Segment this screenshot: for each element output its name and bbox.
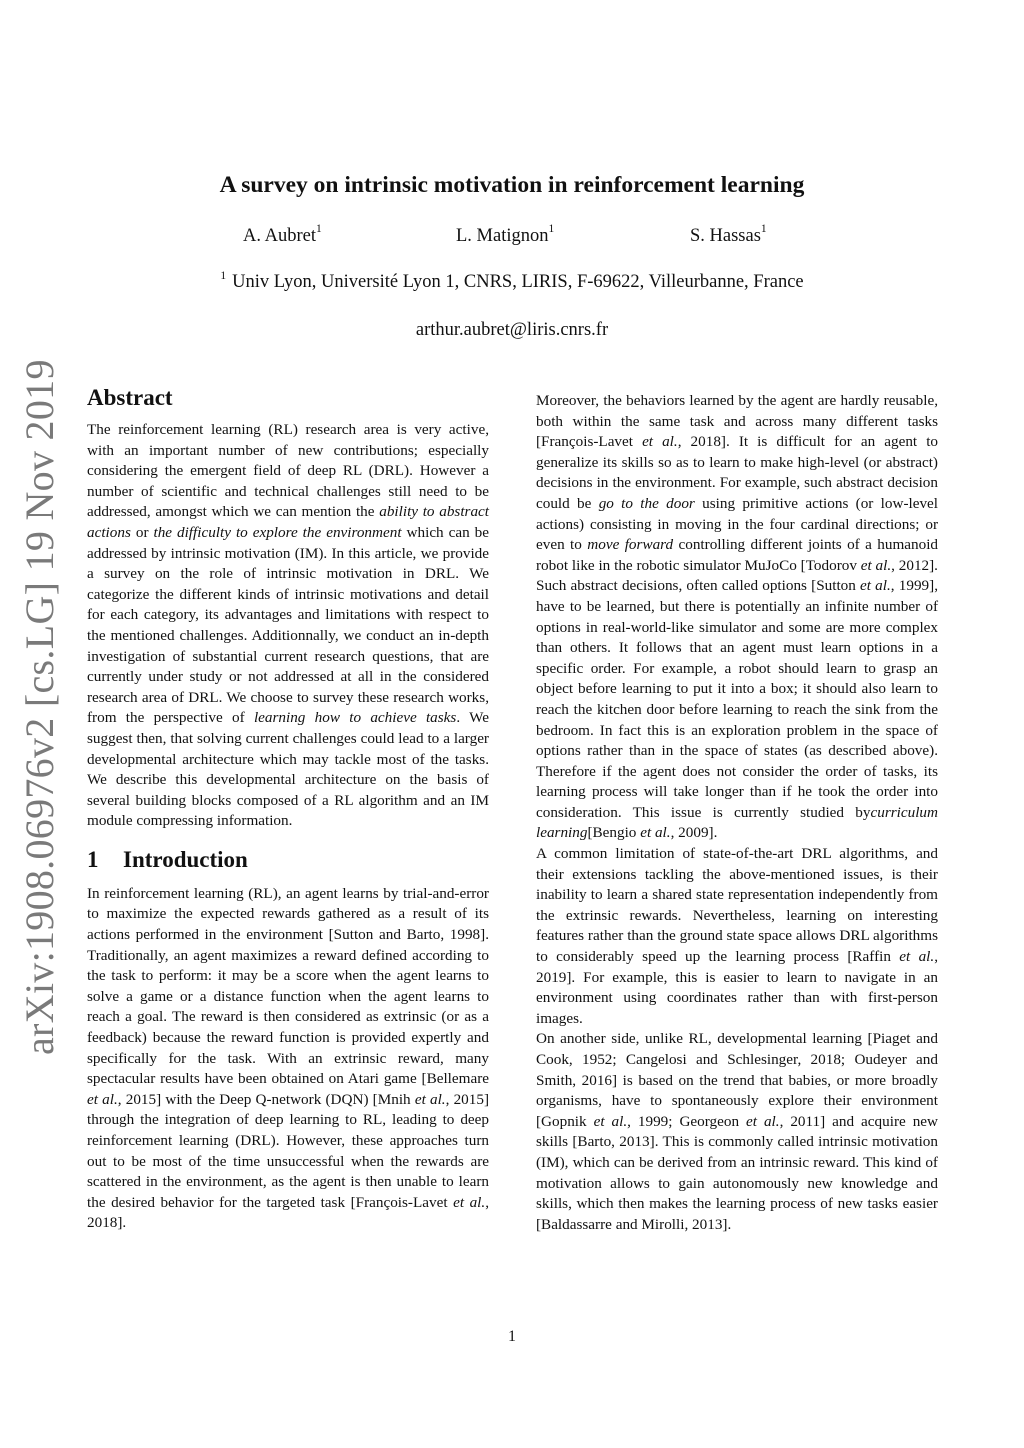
left-column — [87, 384, 489, 1234]
intro-paragraph-2: Moreover, the behaviors learned by the agent are hardly reusable, both within the same task and across many different tasks [François-Lavet et al., 2018]. It is difficult for an agent to generalize its skills so as to learn to make high-level (or abstract) decisions in the environment. For example, such abstract decision could be go to the door using primitive actions (or low-level actions) consisting in moving in the four cardinal directions; or even to move forward controlling different joints of a humanoid robot like in the robotic simulator MuJoCo [Todorov et al., 2012]. Such abstract decisions, often called options [Sutton et al., 1999], have to be learned, but there is potentially an infinite number of options in real-world-like simulator and some are more complex than others. It follows that an agent must learn options in a specific order. For example, a robot should learn to grasp an object before learning to put it into a box; it should also learn to reach the kitchen door before learning to reach the sink from the bedroom. In fact this is an exploration problem in the space of options rather than in the space of states (as described above). Therefore if the agent does not consider the order of tasks, its learning process will take longer than if he took the order into consideration. This issue is currently studied bycurriculum learning[Bengio et al., 2009]. — [536, 392, 939, 842]
author-matignon: L. Matignon$^1$ — [456, 223, 555, 246]
intro-paragraph-4: On another side, unlike RL, developmental learning [Piaget and Cook, 1952; Cangelosi and Schlesinger, 2018; Oudeyer and Smith, 2016] is based on the trend that babies, or more broadly organisms, have to spontaneously explore their environment [Gopnik et al., 1999; Georgeon et al., 2011] and acquire new skills [Barto, 2013]. This is commonly called intrinsic motivation (IM), which can be derived from an intrinsic reward. This kind of motivation allows to gain autonomously new knowledge and skills, which then makes the learning process of new tasks easier [Baldassarre and Mirolli, 2013]. — [536, 1030, 939, 1233]
page-number: 1 — [508, 1328, 516, 1345]
contact-email[interactable]: arthur.aubret@liris.cnrs.fr — [415, 320, 609, 340]
intro-paragraph-1: In reinforcement learning (RL), an agent learns by trial-and-error to maximize the expected rewards gathered as a result of its actions performed in the environment [Sutton and Barto, 1998]. Traditionally, an agent maximizes a reward defined according to the task to perform: it may be a score when the agent learns to solve a game or a distance function when the agent learns to reach a goal. The reward is then considered as extrinsic (or as a feedback) because the reward function is provided expertly and specifically for the task. With an extrinsic reward, many spectacular results have been obtained on Atari game [Bellemare et al., 2015] with the Deep Q-network (DQN) [Mnih et al., 2015] through the integration of deep learning to RL, leading to deep reinforcement learning (DRL). However, these approaches turn out to be most of the time unsuccessful when the rewards are scattered in the environment, as the agent is then unable to learn the desired behavior for the targeted task [François-Lavet et al., 2018]. — [87, 884, 490, 1232]
author-hassas: S. Hassas$^1$ — [690, 223, 767, 246]
intro-heading: 1 Introduction — [87, 846, 248, 872]
abstract-text: The reinforcement learning (RL) research area is very active, with an important number of new contributions; especially considering the emergent field of deep RL (DRL). However a number of scientific and technical challenges still need to be addressed, amongst which we can mention the ability to abstract actions or the difficulty to explore the environment which can be addressed by intrinsic motivation (IM). In this article, we provide a survey on the role of intrinsic motivation in DRL. We categorize the different kinds of intrinsic motivations and detail for each category, its advantages and limitations with respect to the mentioned challenges. Additionnally, we conduct an in-depth investigation of substantial current research questions, that are currently under study or not addressed at all in the considered research area of DRL. We choose to survey these research works, from the perspective of learning how to achieve tasks. We suggest then, that solving current challenges could lead to a larger developmental architecture which may tackle most of the tasks. We describe this developmental architecture on the basis of several building blocks composed of a RL algorithm and an IM module compressing information. — [87, 421, 490, 830]
right-column — [536, 391, 938, 1235]
abstract-heading: Abstract — [87, 385, 173, 410]
author-aubret: A. Aubret$^1$ — [243, 223, 322, 246]
paper-title: A survey on intrinsic motivation in reinforcement learning — [219, 172, 805, 198]
affiliation: $^1$ Univ Lyon, Université Lyon 1, CNRS, LIRIS, F-69622, Villeurbanne, France — [220, 270, 804, 292]
arxiv-watermark: arXiv:1908.06976v2 [cs.LG] 19 Nov 2019 — [17, 359, 62, 1055]
intro-paragraph-3: A common limitation of state-of-the-art DRL algorithms, and their extensions tackling the above-mentioned issues, is their inability to learn a shared state representation independently from the extrinsic rewards. Nevertheless, learning on interesting features rather than the ground state space allows DRL algorithms to considerably speed up the learning process [Raffin et al., 2019]. For example, this is easier to learn to navigate in an environment using coordinates rather than with first-person images. — [536, 845, 938, 1027]
